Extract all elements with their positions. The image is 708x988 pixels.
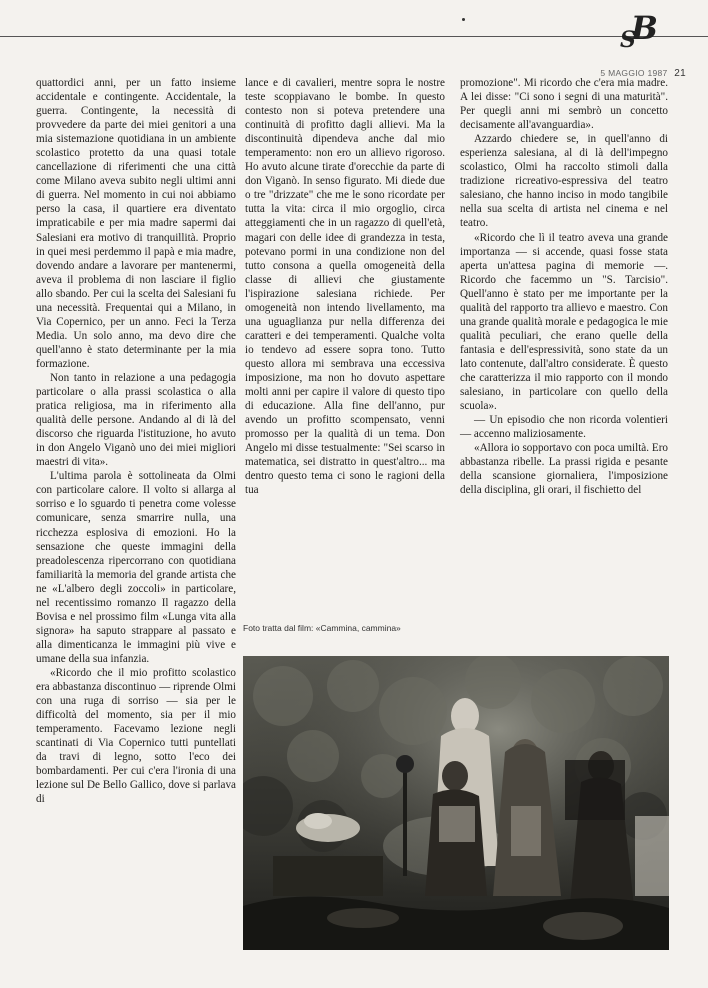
photo-caption: Foto tratta dal film: «Cammina, cammina» xyxy=(243,623,401,633)
print-mark xyxy=(462,18,465,21)
paragraph: — Un episodio che non ricorda volentieri — accenno maliziosamente. xyxy=(460,414,668,441)
paragraph: «Allora io sopportavo con poca umiltà. Ero abbastanza ribelle. La prassi rigida e pesante della scansione giornaliera, l'imposizione della disciplina, gli orari, il fischietto del xyxy=(460,442,668,497)
film-still-photo xyxy=(243,656,669,950)
paragraph: L'ultima parola è sottolineata da Olmi con particolare calore. Il volto si allarga al sorriso e lo sguardo ti penetra come volesse comunicare, senza smarrire nulla, una ricchezza esplosiva di emozioni. Ho la sensazione che queste immagini della preadolescenza ripercorrano con quotidiana familiarità la memoria del grande artista che ne «L'albero degli zoccoli» in particolare, nel recentissimo romanzo Il ragazzo della Bovisa e nel prossimo film «Lunga vita alla signora» ha saputo strappare al passato e alla dimenticanza le immagini più vive e umane della sua infanzia. xyxy=(36,470,236,665)
paragraph: «Ricordo che lì il teatro aveva una grande importanza — si accende, quasi fosse stata aperta un'attesa pagina di memorie —. Ricordo che facemmo un "S. Tarcisio". Quell'anno è stato per me importante per la qualità del rapporto tra allievo e maestro. Con una grande qualità morale e pedagogica le mie qualità peculiari, che erano quelle della fantasia e dell'espressività, sono state da un lato contenute, dall'altro considerate. È questo che caratterizza il mio rapporto con il mondo salesiano, in particolare con quello della scuola». xyxy=(460,231,668,413)
issue-date: 5 MAGGIO 1987 xyxy=(600,68,668,78)
paragraph: Non tanto in relazione a una pedagogia particolare o alla prassi scolastica o alla pratica religiosa, ma in riferimento alla qualità delle persone. Andando al di là del discorso che riguarda l'istituzione, ho avuto in don Angelo Viganò uno dei miei migliori maestri di vita». xyxy=(36,371,236,469)
article-column-1 xyxy=(36,76,236,956)
paragraph: lance e di cavalieri, mentre sopra le nostre teste scoppiavano le bombe. In questo contesto non si poteva pretendere una continuità di profitto dagli allievi. Ma la discontinuità dipendeva anche dal mio temperamento: non ero un allievo rigoroso. Ho avuto alcune tirate d'orecchie da parte di don Viganò. In senso figurato. Mi diede due o tre "drizzate" che me le sono ricordate per tutta la vita: circa il mio orgoglio, circa atteggiamenti che in un ragazzo di quell'età, magari con delle idee di grandezza in testa, potevano pormi in una condizione non del tutto consona a quella omogeneità della classe di allievi che giustamente l'ispirazione salesiana richiede. Per omogeneità non intendo livellamento, ma una uguaglianza pur nella differenza dei caratteri e dei temperamenti. Qualche volta io tendevo ad essere sopra tono. Tutto questo allora mi sembrava una eccessiva imposizione, ma non ho dovuto aspettare molti anni per capire il valore di questo tipo di educazione. Alla fine dell'anno, pur avendo un profitto scompensato, venni promosso per la qualità di un tema. Don Angelo mi disse testualmente: "Sei scarso in matematica, sei distratto in quest'altro... ma dentro questo tema ci sono le ragioni della tua xyxy=(245,77,445,497)
article-column-3 xyxy=(460,76,668,616)
magazine-logo: $_S$B xyxy=(620,9,656,53)
paragraph: quattordici anni, per un fatto insieme accidentale e contingente. Accidentale, la guerra. Contingente, la necessità di provvedere da parte dei miei genitori a una mia sistemazione quotidiana in un ambiente scolastico protetto da una quasi totale cancellazione di riferimenti che una città come Milano aveva subito negli ultimi anni di guerra. Nel momento in cui noi abbiamo perso la casa, il quartiere era diventato impraticabile e per mia madre sapermi dai Salesiani era motivo di tranquillità. Proprio in quei mesi perdemmo il papà e mia madre, dovendo andare a lavorare per mantenermi, aveva il problema di non lasciare il figlio allo sbando. Per cui la scelta dei Salesiani fu una necessità. Frequentai qui a Milano, in Via Copernico, per un anno. Feci la Terza Media. Un solo anno, ma devo dire che quell'anno è stato determinante per la mia formazione. xyxy=(36,77,236,370)
page-number: 21 xyxy=(674,68,686,79)
header-rule xyxy=(0,36,708,37)
paragraph: promozione". Mi ricordo che c'era mia madre. A lei disse: "Ci sono i segni di una maturità". Per quegli anni mi sembrò un concetto decisamente all'avanguardia». xyxy=(460,77,668,132)
article-column-2 xyxy=(245,76,445,616)
paragraph: «Ricordo che il mio profitto scolastico era abbastanza discontinuo — riprende Olmi con una ruga di sorriso — sia per le difficoltà del momento, sia per il mio temperamento. Facevamo lezione negli scantinati di Via Copernico tutti puntellati da travi di legno, sotto l'eco dei bombardamenti. Per cui c'era l'ironia di una lezione sul De Bello Gallico, dove si parlava di xyxy=(36,666,236,806)
paragraph: Azzardo chiedere se, in quell'anno di esperienza salesiana, al di là dell'impegno scolastico, Olmi ha raccolto stimoli dalla tradizione ricreativo-espressiva del teatro salesiano, che hanno inciso in modo tangibile nella sua scelta di artista nel cinema e nel teatro. xyxy=(460,133,668,230)
